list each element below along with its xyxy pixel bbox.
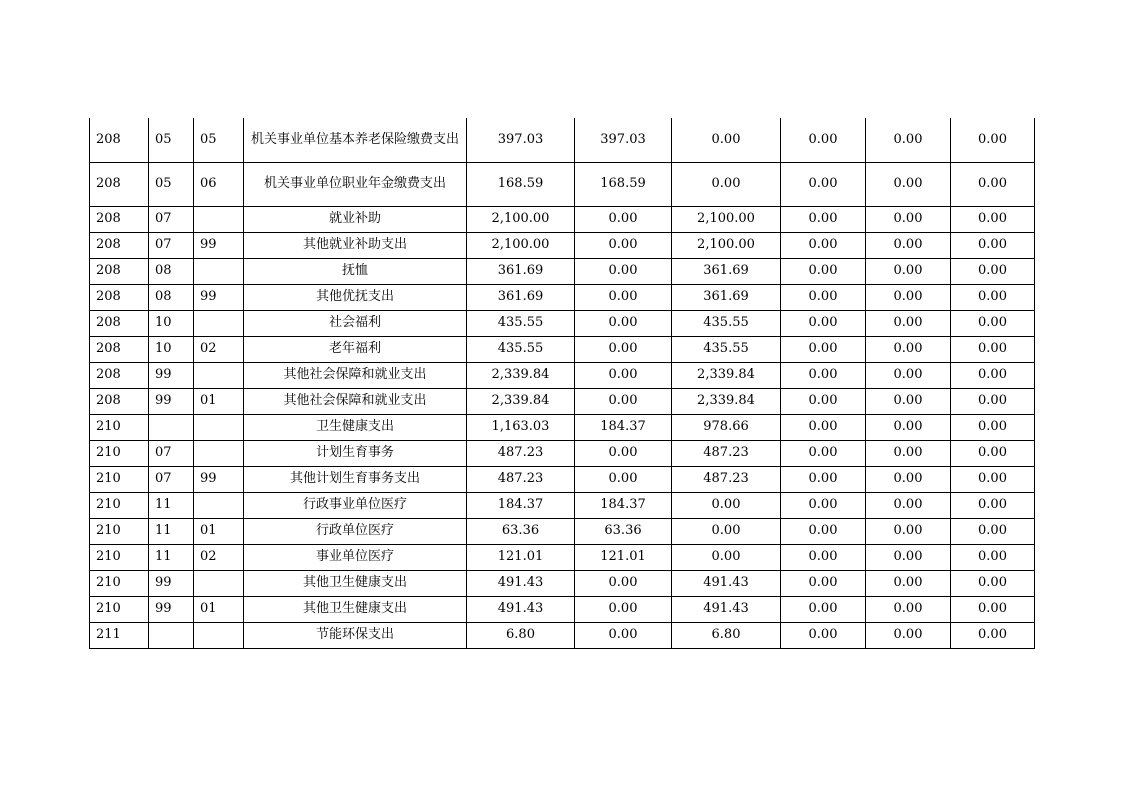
amount-cell-9: 0.00	[866, 492, 951, 518]
subject-name-cell: 行政单位医疗	[244, 518, 467, 544]
project-expenditure-cell: 0.00	[672, 518, 781, 544]
total-cell: 491.43	[467, 596, 575, 622]
subitem-code-cell: 99	[194, 284, 244, 310]
amount-cell-8: 0.00	[781, 258, 866, 284]
item-code-cell: 10	[149, 310, 194, 336]
basic-expenditure-cell: 184.37	[575, 414, 672, 440]
subject-name-cell: 社会福利	[244, 310, 467, 336]
table-row	[90, 162, 1035, 206]
amount-cell-10: 0.00	[951, 544, 1035, 570]
basic-expenditure-cell: 121.01	[575, 544, 672, 570]
amount-cell-9: 0.00	[866, 440, 951, 466]
basic-expenditure-cell: 0.00	[575, 622, 672, 648]
project-expenditure-cell: 0.00	[672, 162, 781, 206]
item-code-cell: 08	[149, 284, 194, 310]
class-code-cell: 210	[90, 544, 149, 570]
subitem-code-cell	[194, 206, 244, 232]
item-code-cell: 11	[149, 492, 194, 518]
subitem-code-cell	[194, 310, 244, 336]
project-expenditure-cell: 361.69	[672, 284, 781, 310]
class-code-cell: 208	[90, 162, 149, 206]
subject-name-cell: 计划生育事务	[244, 440, 467, 466]
subitem-code-cell: 06	[194, 162, 244, 206]
subitem-code-cell: 05	[194, 118, 244, 162]
project-expenditure-cell: 487.23	[672, 466, 781, 492]
amount-cell-9: 0.00	[866, 622, 951, 648]
subject-name-cell: 其他社会保障和就业支出	[244, 362, 467, 388]
item-code-cell: 07	[149, 440, 194, 466]
amount-cell-10: 0.00	[951, 622, 1035, 648]
class-code-cell: 208	[90, 284, 149, 310]
basic-expenditure-cell: 63.36	[575, 518, 672, 544]
table-row	[90, 310, 1035, 336]
amount-cell-8: 0.00	[781, 544, 866, 570]
item-code-cell	[149, 414, 194, 440]
total-cell: 361.69	[467, 258, 575, 284]
item-code-cell: 99	[149, 388, 194, 414]
class-code-cell: 210	[90, 414, 149, 440]
subitem-code-cell: 99	[194, 466, 244, 492]
table-row	[90, 284, 1035, 310]
amount-cell-9: 0.00	[866, 388, 951, 414]
subject-name-cell: 抚恤	[244, 258, 467, 284]
project-expenditure-cell: 361.69	[672, 258, 781, 284]
basic-expenditure-cell: 0.00	[575, 258, 672, 284]
item-code-cell: 05	[149, 118, 194, 162]
table-row	[90, 570, 1035, 596]
subject-name-cell: 机关事业单位职业年金缴费支出	[244, 162, 467, 206]
table-row	[90, 544, 1035, 570]
subitem-code-cell	[194, 414, 244, 440]
subitem-code-cell	[194, 492, 244, 518]
table-row	[90, 466, 1035, 492]
class-code-cell: 208	[90, 118, 149, 162]
amount-cell-10: 0.00	[951, 310, 1035, 336]
subitem-code-cell	[194, 258, 244, 284]
total-cell: 397.03	[467, 118, 575, 162]
table-row	[90, 388, 1035, 414]
class-code-cell: 210	[90, 466, 149, 492]
project-expenditure-cell: 2,339.84	[672, 362, 781, 388]
subject-name-cell: 其他社会保障和就业支出	[244, 388, 467, 414]
amount-cell-8: 0.00	[781, 336, 866, 362]
project-expenditure-cell: 491.43	[672, 596, 781, 622]
table-row	[90, 492, 1035, 518]
amount-cell-10: 0.00	[951, 258, 1035, 284]
total-cell: 435.55	[467, 336, 575, 362]
total-cell: 361.69	[467, 284, 575, 310]
amount-cell-10: 0.00	[951, 362, 1035, 388]
budget-table-page	[89, 118, 1035, 649]
amount-cell-10: 0.00	[951, 440, 1035, 466]
subitem-code-cell: 02	[194, 336, 244, 362]
basic-expenditure-cell: 0.00	[575, 466, 672, 492]
total-cell: 2,100.00	[467, 232, 575, 258]
amount-cell-8: 0.00	[781, 118, 866, 162]
amount-cell-8: 0.00	[781, 570, 866, 596]
basic-expenditure-cell: 0.00	[575, 570, 672, 596]
subitem-code-cell: 01	[194, 518, 244, 544]
project-expenditure-cell: 487.23	[672, 440, 781, 466]
basic-expenditure-cell: 0.00	[575, 206, 672, 232]
amount-cell-8: 0.00	[781, 388, 866, 414]
total-cell: 6.80	[467, 622, 575, 648]
class-code-cell: 208	[90, 362, 149, 388]
amount-cell-9: 0.00	[866, 596, 951, 622]
item-code-cell: 07	[149, 232, 194, 258]
total-cell: 1,163.03	[467, 414, 575, 440]
total-cell: 487.23	[467, 440, 575, 466]
amount-cell-9: 0.00	[866, 466, 951, 492]
basic-expenditure-cell: 0.00	[575, 310, 672, 336]
amount-cell-10: 0.00	[951, 518, 1035, 544]
basic-expenditure-cell: 0.00	[575, 232, 672, 258]
class-code-cell: 210	[90, 492, 149, 518]
amount-cell-9: 0.00	[866, 414, 951, 440]
amount-cell-10: 0.00	[951, 232, 1035, 258]
table-row	[90, 622, 1035, 648]
amount-cell-8: 0.00	[781, 362, 866, 388]
amount-cell-8: 0.00	[781, 622, 866, 648]
basic-expenditure-cell: 397.03	[575, 118, 672, 162]
subitem-code-cell: 01	[194, 596, 244, 622]
amount-cell-9: 0.00	[866, 118, 951, 162]
class-code-cell: 208	[90, 310, 149, 336]
class-code-cell: 210	[90, 570, 149, 596]
total-cell: 491.43	[467, 570, 575, 596]
item-code-cell: 11	[149, 544, 194, 570]
class-code-cell: 210	[90, 596, 149, 622]
amount-cell-8: 0.00	[781, 162, 866, 206]
table-row	[90, 258, 1035, 284]
subject-name-cell: 其他就业补助支出	[244, 232, 467, 258]
subitem-code-cell	[194, 440, 244, 466]
basic-expenditure-cell: 184.37	[575, 492, 672, 518]
amount-cell-10: 0.00	[951, 336, 1035, 362]
table-row	[90, 118, 1035, 162]
subject-name-cell: 事业单位医疗	[244, 544, 467, 570]
item-code-cell: 07	[149, 466, 194, 492]
amount-cell-10: 0.00	[951, 284, 1035, 310]
class-code-cell: 210	[90, 518, 149, 544]
subject-name-cell: 其他卫生健康支出	[244, 570, 467, 596]
basic-expenditure-cell: 168.59	[575, 162, 672, 206]
subject-name-cell: 卫生健康支出	[244, 414, 467, 440]
subject-name-cell: 就业补助	[244, 206, 467, 232]
total-cell: 435.55	[467, 310, 575, 336]
item-code-cell: 99	[149, 570, 194, 596]
project-expenditure-cell: 2,100.00	[672, 232, 781, 258]
basic-expenditure-cell: 0.00	[575, 388, 672, 414]
item-code-cell: 10	[149, 336, 194, 362]
class-code-cell: 208	[90, 206, 149, 232]
table-body	[90, 118, 1035, 648]
total-cell: 2,339.84	[467, 362, 575, 388]
amount-cell-9: 0.00	[866, 336, 951, 362]
amount-cell-10: 0.00	[951, 414, 1035, 440]
total-cell: 2,100.00	[467, 206, 575, 232]
table-row	[90, 596, 1035, 622]
total-cell: 168.59	[467, 162, 575, 206]
subject-name-cell: 其他计划生育事务支出	[244, 466, 467, 492]
amount-cell-10: 0.00	[951, 118, 1035, 162]
project-expenditure-cell: 435.55	[672, 336, 781, 362]
amount-cell-8: 0.00	[781, 466, 866, 492]
amount-cell-10: 0.00	[951, 162, 1035, 206]
project-expenditure-cell: 435.55	[672, 310, 781, 336]
amount-cell-10: 0.00	[951, 388, 1035, 414]
subject-name-cell: 其他优抚支出	[244, 284, 467, 310]
subject-name-cell: 行政事业单位医疗	[244, 492, 467, 518]
amount-cell-9: 0.00	[866, 258, 951, 284]
total-cell: 487.23	[467, 466, 575, 492]
project-expenditure-cell: 2,339.84	[672, 388, 781, 414]
amount-cell-9: 0.00	[866, 206, 951, 232]
amount-cell-8: 0.00	[781, 206, 866, 232]
subject-name-cell: 机关事业单位基本养老保险缴费支出	[244, 118, 467, 162]
amount-cell-10: 0.00	[951, 570, 1035, 596]
amount-cell-10: 0.00	[951, 466, 1035, 492]
amount-cell-8: 0.00	[781, 414, 866, 440]
class-code-cell: 211	[90, 622, 149, 648]
basic-expenditure-cell: 0.00	[575, 440, 672, 466]
table-row	[90, 336, 1035, 362]
amount-cell-9: 0.00	[866, 284, 951, 310]
item-code-cell: 07	[149, 206, 194, 232]
expenditure-table	[89, 118, 1035, 649]
subitem-code-cell	[194, 362, 244, 388]
amount-cell-9: 0.00	[866, 232, 951, 258]
project-expenditure-cell: 491.43	[672, 570, 781, 596]
amount-cell-9: 0.00	[866, 544, 951, 570]
item-code-cell	[149, 622, 194, 648]
table-row	[90, 206, 1035, 232]
amount-cell-8: 0.00	[781, 440, 866, 466]
subject-name-cell: 节能环保支出	[244, 622, 467, 648]
total-cell: 184.37	[467, 492, 575, 518]
total-cell: 2,339.84	[467, 388, 575, 414]
amount-cell-9: 0.00	[866, 162, 951, 206]
amount-cell-8: 0.00	[781, 310, 866, 336]
amount-cell-8: 0.00	[781, 284, 866, 310]
subject-name-cell: 老年福利	[244, 336, 467, 362]
amount-cell-8: 0.00	[781, 232, 866, 258]
subitem-code-cell	[194, 570, 244, 596]
item-code-cell: 08	[149, 258, 194, 284]
project-expenditure-cell: 6.80	[672, 622, 781, 648]
subitem-code-cell: 99	[194, 232, 244, 258]
amount-cell-10: 0.00	[951, 492, 1035, 518]
amount-cell-9: 0.00	[866, 570, 951, 596]
project-expenditure-cell: 0.00	[672, 544, 781, 570]
subject-name-cell: 其他卫生健康支出	[244, 596, 467, 622]
class-code-cell: 208	[90, 258, 149, 284]
basic-expenditure-cell: 0.00	[575, 284, 672, 310]
amount-cell-9: 0.00	[866, 362, 951, 388]
item-code-cell: 99	[149, 362, 194, 388]
subitem-code-cell	[194, 622, 244, 648]
amount-cell-9: 0.00	[866, 518, 951, 544]
total-cell: 121.01	[467, 544, 575, 570]
project-expenditure-cell: 978.66	[672, 414, 781, 440]
class-code-cell: 208	[90, 232, 149, 258]
class-code-cell: 208	[90, 336, 149, 362]
table-row	[90, 362, 1035, 388]
project-expenditure-cell: 0.00	[672, 492, 781, 518]
subitem-code-cell: 01	[194, 388, 244, 414]
basic-expenditure-cell: 0.00	[575, 596, 672, 622]
amount-cell-8: 0.00	[781, 518, 866, 544]
total-cell: 63.36	[467, 518, 575, 544]
table-row	[90, 518, 1035, 544]
table-row	[90, 232, 1035, 258]
subitem-code-cell: 02	[194, 544, 244, 570]
table-row	[90, 414, 1035, 440]
item-code-cell: 11	[149, 518, 194, 544]
project-expenditure-cell: 0.00	[672, 118, 781, 162]
table-row	[90, 440, 1035, 466]
amount-cell-10: 0.00	[951, 206, 1035, 232]
item-code-cell: 05	[149, 162, 194, 206]
amount-cell-8: 0.00	[781, 596, 866, 622]
basic-expenditure-cell: 0.00	[575, 362, 672, 388]
project-expenditure-cell: 2,100.00	[672, 206, 781, 232]
amount-cell-10: 0.00	[951, 596, 1035, 622]
item-code-cell: 99	[149, 596, 194, 622]
amount-cell-9: 0.00	[866, 310, 951, 336]
class-code-cell: 210	[90, 440, 149, 466]
basic-expenditure-cell: 0.00	[575, 336, 672, 362]
amount-cell-8: 0.00	[781, 492, 866, 518]
class-code-cell: 208	[90, 388, 149, 414]
